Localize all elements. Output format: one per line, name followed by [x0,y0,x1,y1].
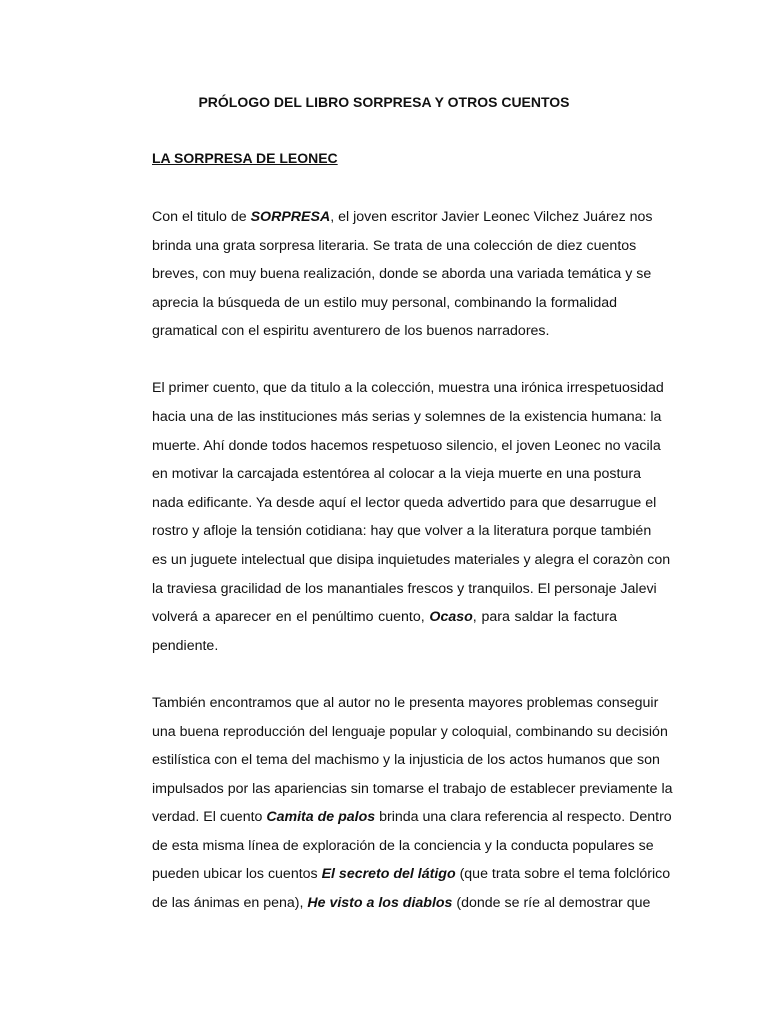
document-body [152,203,673,946]
paragraph-3-line [152,803,672,832]
story-title-emphasis: El secreto del látigo [321,866,456,883]
paragraph-3-line [152,889,651,918]
story-title-emphasis: He visto a los diablos [307,895,453,912]
text-run: Con el titulo de [152,209,251,225]
paragraph-3 [152,689,673,918]
text-run: (donde se ríe al demostrar que [452,895,651,912]
paragraph-2-line: es un juguete intelectual que disipa inquietudes materiales y alegra el corazòn con [152,552,671,569]
paragraph-2-line: rostro y afloje la tensión cotidiana: hay que volver a la literatura porque también [152,523,652,540]
paragraph-1 [152,203,653,346]
story-title-emphasis: Camita de palos [266,809,376,826]
paragraph-1-line: breves, con muy buena realización, donde se aborda una variada temática y se [152,266,652,283]
paragraph-2-line: pendiente. [152,637,219,654]
text-run: (que trata sobre el tema folclórico [455,866,671,883]
paragraph-3-line: de esta misma línea de exploración de la conciencia y la conducta populares se [152,837,654,854]
paragraph-2-line: El primer cuento, que da titulo a la colección, muestra una irónica irrespetuosidad [152,380,664,397]
paragraph-2 [152,374,671,660]
paragraph-2-line: nada edificante. Ya desde aquí el lector queda advertido para que desarrugue el [152,494,657,511]
paragraph-1-line: gramatical con el espiritu aventurero de los buenos narradores. [152,323,550,340]
text-run: , para saldar la factura [472,609,617,626]
text-run: brinda una clara referencia al respecto. Dentro [375,809,672,826]
paragraph-2-line: la traviesa gracilidad de los manantiales frescos y tranquilos. El personaje Jalevi [152,580,657,597]
paragraph-3-line: una buena reproducción del lenguaje popular y coloquial, combinando su decisión [152,723,668,740]
text-run: verdad. El cuento [152,809,267,826]
text-run: pueden ubicar los cuentos [152,866,322,883]
text-run: volverá a aparecer en el penúltimo cuento, [152,609,430,626]
paragraph-2-line: muerte. Ahí donde todos hacemos respetuoso silencio, el joven Leonec no vacila [152,437,661,454]
story-title-emphasis: Ocaso [429,609,473,626]
document-title: PRÓLOGO DEL LIBRO SORPRESA Y OTROS CUENTOS [198,94,570,110]
paragraph-2-line: hacia una de las instituciones más serias y solemnes de la existencia humana: la [152,409,662,426]
paragraph-1-line [152,203,653,232]
book-title-emphasis: SORPRESA [250,209,331,225]
section-heading: LA SORPRESA DE LEONEC [152,150,338,166]
text-run: , el joven escritor Javier Leonec Vilchez Juárez nos [330,209,653,225]
paragraph-3-line [152,860,671,889]
paragraph-2-line [152,603,617,632]
paragraph-3-line: estilística con el tema del machismo y la injusticia de los actos humanos que son [152,752,660,769]
paragraph-1-line: brinda una grata sorpresa literaria. Se trata de una colección de diez cuentos [152,237,637,254]
paragraph-1-line: aprecia la búsqueda de un estilo muy personal, combinando la formalidad [152,294,617,311]
paragraph-3-line: impulsados por las apariencias sin tomarse el trabajo de establecer previamente la [152,780,673,797]
paragraph-2-line: en motivar la carcajada estentórea al colocar a la vieja muerte en una postura [152,466,641,483]
text-run: de las ánimas en pena), [152,895,308,912]
paragraph-3-line: También encontramos que al autor no le presenta mayores problemas conseguir [152,694,659,711]
